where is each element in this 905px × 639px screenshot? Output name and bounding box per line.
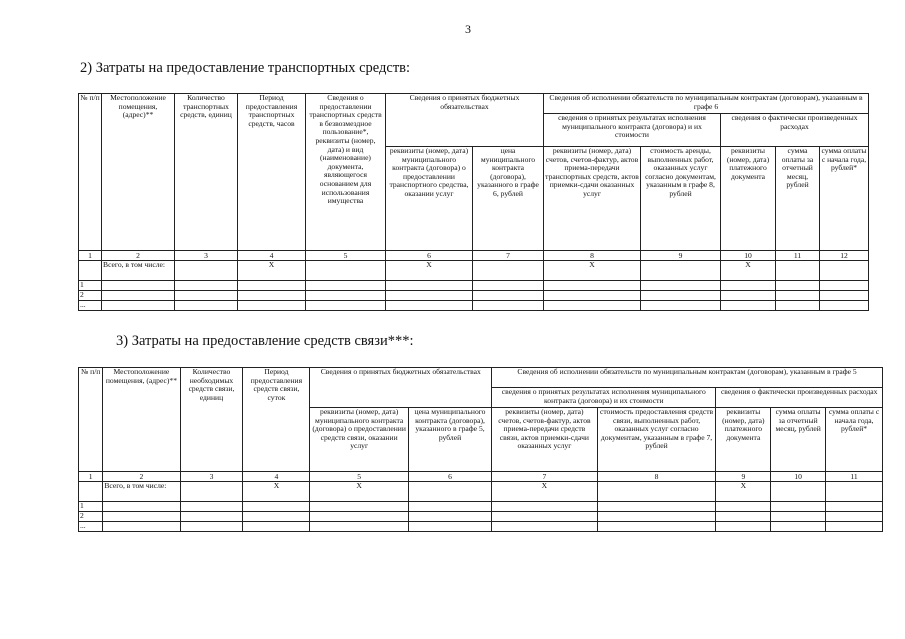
table-row [79,522,883,532]
col-header-period: Период предоставления транспортных средств, часов [238,94,306,251]
total-label: Всего, в том числе: [103,482,180,502]
column-number: 9 [641,251,721,261]
group-header-execution: Сведения об исполнении обязательств по муниципальным контрактам (договорам), указанным в графе 5 [492,368,883,388]
table-row [79,291,869,301]
x-mark: X [386,261,473,281]
col-header-payment-document: реквизиты (номер, дата) платежного документа [721,147,776,251]
column-number: 7 [492,472,598,482]
column-number: 9 [716,472,771,482]
x-mark: X [716,482,771,502]
column-number: 6 [386,251,473,261]
col-header-contract-details: реквизиты (номер, дата) муниципального контракта (договора) о предоставлении транспортного средства, оказании услуг [386,147,473,251]
col-header-payment-document: реквизиты (номер, дата) платежного документа [716,408,771,472]
col-header-free-use-info: Сведения о предоставлении транспортных средств в безвозмездное пользование*, реквизиты (номер, дата) и вид (наименование) документа, являющегося основанием для использования имущества [306,94,386,251]
column-number: 3 [180,472,243,482]
column-number: 8 [544,251,641,261]
group-header-expenses: сведения о фактически произведенных расходах [721,114,869,147]
row-number: ... [79,522,103,532]
x-mark: X [721,261,776,281]
col-header-device-count: Количество необходимых средств связи, единиц [180,368,243,472]
col-header-service-cost: стоимость предоставления средств связи, выполненных работ, оказанных услуг согласно документам, указанным в графе 7, рублей [597,408,716,472]
col-header-number: № п/п [79,368,103,472]
table-row [79,301,869,311]
col-header-vehicle-count: Количество транспортных средств, единиц [175,94,238,251]
column-number: 1 [79,472,103,482]
transport-costs-table [78,93,869,311]
group-header-obligations: Сведения о принятых бюджетных обязательствах [310,368,492,408]
col-header-contract-price: цена муниципального контракта (договора), указанного в графе 6, рублей [473,147,544,251]
column-number: 2 [102,251,175,261]
x-mark: X [238,261,306,281]
x-mark: X [310,482,408,502]
column-number: 11 [776,251,820,261]
column-number: 2 [103,472,180,482]
column-number: 4 [238,251,306,261]
col-header-period: Период предоставления средств связи, суток [243,368,310,472]
column-number: 5 [306,251,386,261]
section-title-communications: 3) Затраты на предоставление средств связи***: [116,333,414,349]
row-number: 1 [79,281,102,291]
col-header-invoice-details: реквизиты (номер, дата) счетов, счетов-фактур, актов приема-передачи средств связи, актов приемки-сдачи оказанных услуг [492,408,598,472]
column-number: 7 [473,251,544,261]
table-row-total [79,482,883,502]
column-number: 10 [721,251,776,261]
group-header-results: сведения о принятых результатах исполнения муниципального контракта (договора) и их стоимости [544,114,721,147]
x-mark: X [243,482,310,502]
table-row [79,512,883,522]
col-header-location: Местоположение помещения, (адрес)** [103,368,180,472]
communication-costs-table [78,367,883,532]
col-header-contract-price: цена муниципального контракта (договора), указанного в графе 5, рублей [408,408,491,472]
table-row [79,502,883,512]
table-row-total [79,261,869,281]
group-header-results: сведения о принятых результатах исполнения муниципального контракта (договора) и их стоимости [492,388,716,408]
x-mark: X [492,482,598,502]
column-number: 11 [826,472,883,482]
column-number: 10 [771,472,826,482]
col-header-month-payment: сумма оплаты за отчетный месяц, рублей [771,408,826,472]
col-header-location: Местоположение помещения, (адрес)** [102,94,175,251]
table-row [79,281,869,291]
page-number: 3 [465,22,471,36]
column-number: 8 [597,472,716,482]
column-number: 4 [243,472,310,482]
row-number: 2 [79,291,102,301]
row-number: 1 [79,502,103,512]
column-number: 12 [820,251,869,261]
group-header-expenses: сведения о фактически произведенных расходах [716,388,883,408]
col-header-service-cost: стоимость аренды, выполненных работ, оказанных услуг согласно документам, указанным в графе 8, рублей [641,147,721,251]
group-header-execution: Сведения об исполнении обязательств по муниципальным контрактам (договорам), указанным в графе 6 [544,94,869,114]
x-mark: X [544,261,641,281]
column-number: 6 [408,472,491,482]
col-header-number: № п/п [79,94,102,251]
col-header-year-payment: сумма оплаты с начала года, рублей* [826,408,883,472]
col-header-year-payment: сумма оплаты с начала года, рублей* [820,147,869,251]
column-number: 3 [175,251,238,261]
total-label: Всего, в том числе: [102,261,175,281]
row-number: 2 [79,512,103,522]
section-title-transport: 2) Затраты на предоставление транспортных средств: [80,60,411,76]
col-header-contract-details: реквизиты (номер, дата) муниципального контракта (договора) о предоставлении средств связи, оказании услуг [310,408,408,472]
group-header-obligations: Сведения о принятых бюджетных обязательствах [386,94,544,147]
col-header-month-payment: сумма оплаты за отчетный месяц, рублей [776,147,820,251]
column-number: 5 [310,472,408,482]
column-number: 1 [79,251,102,261]
col-header-invoice-details: реквизиты (номер, дата) счетов, счетов-фактур, актов приема-передачи транспортных средств, актов приемки-сдачи оказанных услуг [544,147,641,251]
row-number: ... [79,301,102,311]
